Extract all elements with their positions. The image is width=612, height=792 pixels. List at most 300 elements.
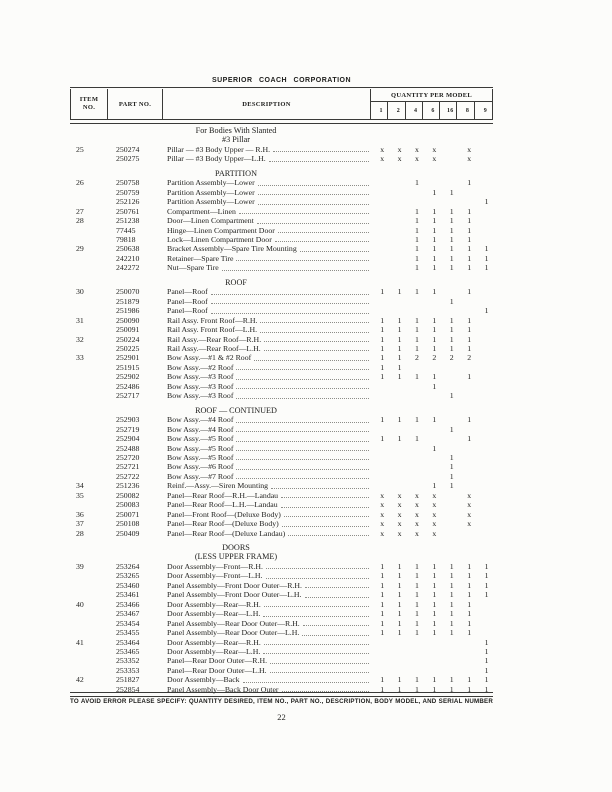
qty-cell-model-2 [388,666,405,675]
qty-cell-model-8: 2 [467,353,472,363]
item-no-cell [70,462,107,471]
leader-dots [260,325,369,332]
qty-cell-model-9 [475,472,492,481]
qty-cell-model-8 [458,306,475,315]
qty-cell-model-4 [406,638,423,647]
qty-cell-model-6: 1 [432,263,437,273]
qty-cell-model-8 [458,481,475,490]
table-row [70,197,493,206]
qty-cell-model-16: 1 [449,571,454,581]
qty-cell-model-6: 1 [432,628,437,638]
qty-cell-model-16 [441,500,458,509]
qty-cell-model-2: x [397,519,402,529]
table-row [70,335,493,344]
qty-cell-model-9: 1 [484,590,489,600]
qty-cell-model-4 [406,306,423,315]
qty-cell-model-1: 1 [380,580,385,590]
qty-cell-model-6: 1 [432,481,437,491]
description-cell [163,581,371,590]
qty-cell-model-1: 1 [380,315,385,325]
qty-cell-model-8: x [467,519,472,529]
section-heading: ROOF — CONTINUED [195,405,277,415]
qty-cell-model-2: x [397,154,402,164]
leader-dots [270,656,369,663]
qty-cell-model-9 [475,335,492,344]
part-no-cell: 253461 [116,590,140,600]
description-text: Panel Assembly—Front Door Outer—R.H. [167,580,302,590]
qty-cell-model-2: 1 [397,362,402,372]
qty-cell-model-9 [475,154,492,163]
item-no-cell: 30 [76,287,84,297]
leader-dots [236,254,369,261]
qty-cell-model-6: x [432,528,437,538]
qty-cell-model-1: 1 [380,571,385,581]
qty-cell-model-6: 1 [432,287,437,297]
qty-cell-model-9 [475,481,492,490]
item-no-cell [70,472,107,481]
qty-cell-model-2 [388,297,405,306]
qty-cell-model-1: 1 [380,334,385,344]
qty-cell-model-9 [475,529,492,538]
item-no-cell [70,297,107,306]
description-cell [163,628,371,637]
header-bottom-rule [70,119,493,124]
part-no-cell: 253465 [116,647,140,657]
qty-cell-model-6: 1 [432,443,437,453]
item-no-cell: 37 [76,519,84,529]
leader-dots [273,145,369,152]
qty-cell-model-1 [371,638,388,647]
qty-cell-model-1 [371,207,388,216]
item-no-cell [70,344,107,353]
part-no-cell: 252719 [116,424,140,434]
qty-cell-model-9 [475,344,492,353]
leader-dots [300,244,369,251]
qty-cell-model-4: 1 [415,343,419,353]
column-header-quantity-group [371,89,492,119]
part-no-cell: 252721 [116,462,140,472]
table-row [70,254,493,263]
description-cell [163,316,371,325]
qty-cell-model-4: x [415,500,419,510]
qty-cell-model-6 [423,391,440,400]
qty-cell-model-9: 1 [484,263,489,273]
section-heading: #3 Pillar [222,135,250,145]
leader-dots [243,675,369,682]
qty-cell-model-9 [475,325,492,334]
description-cell [163,481,371,490]
qty-cell-model-1: 1 [380,434,385,444]
part-no-cell: 250108 [116,519,140,529]
qty-cell-model-9 [475,519,492,528]
qty-cell-model-1: 1 [380,618,385,628]
qty-cell-model-6: 1 [432,325,437,335]
qty-cell-model-6: 1 [432,225,437,235]
description-text: Reinf.—Assy.—Siren Mounting [167,481,269,491]
description-cell [163,666,371,675]
qty-cell-model-8: 1 [467,571,472,581]
part-no-cell: 251915 [116,362,140,372]
description-text: Rail Assy.—Rear Roof—R.H. [167,334,262,344]
qty-cell-model-16: 1 [449,628,454,638]
item-no-cell: 27 [76,206,84,216]
qty-cell-model-8: 1 [467,253,472,263]
qty-cell-model-4 [406,444,423,453]
qty-cell-model-9 [475,382,492,391]
qty-cell-model-16: 1 [449,325,454,335]
leader-dots [258,178,369,185]
qty-cell-model-2: 1 [397,561,402,571]
qty-cell-model-1: x [380,528,385,538]
qty-cell-model-9 [475,287,492,296]
description-cell [163,600,371,609]
item-no-cell: 35 [76,490,84,500]
description-cell [163,444,371,453]
table-row [70,363,493,372]
leader-dots [236,453,369,460]
qty-cell-model-16: 1 [449,590,454,600]
qty-cell-model-2 [388,656,405,665]
description-cell [163,510,371,519]
qty-cell-model-1 [371,481,388,490]
model-col-1: 1 [371,102,388,119]
qty-cell-model-6: 1 [432,315,437,325]
description-cell [163,325,371,334]
qty-cell-model-8: 1 [467,609,472,619]
item-no-cell [70,571,107,580]
qty-cell-model-16: 1 [449,580,454,590]
qty-cell-model-4 [406,197,423,206]
section-heading: (LESS UPPER FRAME) [194,552,278,562]
part-no-cell: 250275 [116,154,140,164]
qty-cell-model-2 [388,216,405,225]
qty-cell-model-9 [475,453,492,462]
part-no-cell: 242210 [116,253,140,263]
qty-cell-model-6 [423,306,440,315]
qty-cell-model-4: x [415,144,419,154]
qty-cell-model-1 [371,444,388,453]
description-text: Retainer—Spare Tire [167,253,234,263]
item-no-cell [70,415,107,424]
qty-cell-model-8 [458,382,475,391]
qty-cell-model-1 [371,178,388,187]
qty-cell-model-9 [475,216,492,225]
qty-cell-model-6: 1 [432,571,437,581]
description-text: Door Assembly—Front—L.H. [167,571,263,581]
table-row [70,638,493,647]
qty-cell-model-2: 1 [397,628,402,638]
qty-cell-model-9 [475,425,492,434]
part-no-cell: 252720 [116,452,140,462]
table-body [70,126,493,694]
qty-cell-model-16 [441,491,458,500]
description-text: Bow Assy.—#7 Roof [167,471,234,481]
item-no-cell [70,254,107,263]
qty-cell-model-1 [371,235,388,244]
qty-cell-model-8: 1 [467,216,472,226]
section-heading: DOORS [222,543,250,553]
qty-cell-model-2: x [397,490,402,500]
description-text: Rail Assy.—Rear Roof—L.H. [167,343,261,353]
table-row [70,325,493,334]
qty-cell-model-4: 1 [415,325,419,335]
qty-cell-model-4: 1 [415,225,419,235]
qty-cell-model-6 [423,656,440,665]
qty-cell-model-4: x [415,490,419,500]
qty-cell-model-4: 1 [415,684,419,694]
qty-cell-model-2: 1 [397,618,402,628]
qty-cell-model-6 [423,178,440,187]
description-cell [163,529,371,538]
leader-dots [302,628,369,635]
qty-cell-model-6 [423,197,440,206]
qty-cell-model-8: x [467,500,472,510]
qty-cell-model-8: 1 [467,178,472,188]
qty-cell-model-9: 1 [484,665,489,675]
qty-cell-model-16 [441,434,458,443]
qty-cell-model-16: 2 [449,353,454,363]
qty-cell-model-16: 1 [449,561,454,571]
description-cell [163,154,371,163]
qty-cell-model-8: 1 [467,590,472,600]
qty-cell-model-6: 1 [432,372,437,382]
description-cell [163,491,371,500]
table-row [70,287,493,296]
qty-cell-model-1: 1 [380,590,385,600]
part-no-cell: 253353 [116,665,140,675]
qty-cell-model-2 [388,178,405,187]
qty-cell-model-9 [475,207,492,216]
qty-cell-model-8: x [467,154,472,164]
table-row [70,353,493,362]
leader-dots [263,609,369,616]
qty-cell-model-8: 1 [467,263,472,273]
qty-cell-model-2: 1 [397,287,402,297]
leader-dots [303,619,369,626]
qty-cell-model-1 [371,306,388,315]
qty-cell-model-6: x [432,519,437,529]
table-row [70,207,493,216]
item-no-cell: 25 [76,144,84,154]
table-header [70,89,493,119]
qty-cell-model-6: x [432,509,437,519]
qty-cell-model-2: 1 [397,590,402,600]
qty-cell-model-4 [406,647,423,656]
description-cell [163,453,371,462]
qty-cell-model-8 [458,197,475,206]
description-cell [163,287,371,296]
qty-cell-model-2: x [397,500,402,510]
quantity-per-model-label: QUANTITY PER MODEL [371,89,492,102]
leader-dots [305,581,369,588]
qty-cell-model-1: x [380,154,385,164]
leader-dots [211,287,369,294]
leader-dots [275,235,369,242]
qty-cell-model-2 [388,425,405,434]
qty-cell-model-16: 1 [449,206,454,216]
qty-cell-model-4: 1 [415,244,419,254]
item-no-cell [70,226,107,235]
leader-dots [236,382,369,389]
qty-cell-model-16: 1 [449,315,454,325]
description-text: Panel Assembly—Rear Door Outer—L.H. [167,628,300,638]
qty-cell-model-1 [371,391,388,400]
table-row [70,434,493,443]
item-no-cell: 33 [76,353,84,363]
description-text: Panel Assembly—Back Door Outer [167,684,279,694]
footer-rule [70,692,493,697]
leader-dots [236,444,369,451]
qty-cell-model-1 [371,656,388,665]
leader-dots [258,197,369,204]
qty-cell-model-16: 1 [449,253,454,263]
description-cell [163,571,371,580]
leader-dots [284,510,369,517]
qty-cell-model-6: x [432,490,437,500]
qty-cell-model-4: 1 [415,580,419,590]
qty-cell-model-4: 1 [415,253,419,263]
qty-cell-model-1 [371,453,388,462]
description-text: Partition Assembly—Lower [167,197,255,207]
description-text: Bow Assy.—#4 Roof [167,424,234,434]
qty-cell-model-2 [388,444,405,453]
table-row [70,306,493,315]
leader-dots [264,638,369,645]
description-cell [163,244,371,253]
qty-cell-model-1: 1 [380,287,385,297]
footer-note: TO AVOID ERROR PLEASE SPECIFY: QUANTITY DESIRED, ITEM NO., PART NO., DESCRIPTION, BODY MODEL, AND SERIAL NUMBER [70,698,493,705]
table-row [70,444,493,453]
qty-cell-model-6 [423,425,440,434]
description-cell [163,145,371,154]
qty-cell-model-9 [475,444,492,453]
qty-cell-model-1 [371,244,388,253]
qty-cell-model-9 [475,316,492,325]
qty-cell-model-6 [423,462,440,471]
qty-cell-model-8 [458,472,475,481]
leader-dots [236,391,369,398]
qty-cell-model-2: 1 [397,571,402,581]
qty-cell-model-16: 1 [449,187,454,197]
qty-cell-model-8: 1 [467,580,472,590]
qty-cell-model-6 [423,297,440,306]
leader-dots [269,154,369,161]
part-no-cell: 252488 [116,443,140,453]
qty-cell-model-2 [388,382,405,391]
qty-cell-model-16: 1 [449,599,454,609]
description-text: Panel—Roof [167,306,208,316]
qty-cell-model-8: 1 [467,206,472,216]
description-cell [163,382,371,391]
description-cell [163,197,371,206]
qty-cell-model-2: 1 [397,325,402,335]
qty-cell-model-9 [475,491,492,500]
qty-cell-model-4 [406,363,423,372]
description-text: Compartment—Linen [167,206,236,216]
description-text: Panel Assembly—Front Door Outer—L.H. [167,590,302,600]
part-no-cell: 77445 [116,225,136,235]
leader-dots [211,306,369,313]
qty-cell-model-1: 1 [380,353,385,363]
qty-cell-model-6: 1 [432,609,437,619]
qty-cell-model-1: x [380,509,385,519]
qty-cell-model-8 [458,462,475,471]
qty-cell-model-2: 1 [397,434,402,444]
description-text: Partition Assembly—Lower [167,178,255,188]
qty-cell-model-4: 1 [415,599,419,609]
qty-cell-model-9: 1 [484,684,489,694]
qty-cell-model-1 [371,472,388,481]
leader-dots [271,481,369,488]
item-no-cell [70,581,107,590]
qty-cell-model-9: 1 [484,656,489,666]
leader-dots [266,562,369,569]
item-no-cell: 42 [76,675,84,685]
qty-cell-model-9: 1 [484,561,489,571]
qty-cell-model-2: x [397,509,402,519]
part-no-cell: 252486 [116,381,140,391]
table-row [70,472,493,481]
qty-cell-model-8: 1 [467,343,472,353]
description-cell [163,638,371,647]
qty-cell-model-2 [388,306,405,315]
item-no-cell [70,609,107,618]
qty-cell-model-1: 1 [380,628,385,638]
qty-cell-model-8: 1 [467,315,472,325]
item-no-cell [70,666,107,675]
model-col-8: 8 [457,102,474,119]
qty-cell-model-2 [388,207,405,216]
table-row [70,581,493,590]
model-col-4: 4 [406,102,423,119]
qty-cell-model-8 [458,444,475,453]
qty-cell-model-4: 1 [415,434,419,444]
item-no-cell [70,188,107,197]
description-cell [163,235,371,244]
qty-cell-model-8: 1 [467,244,472,254]
part-no-cell: 253265 [116,571,140,581]
description-cell [163,226,371,235]
table-row [70,609,493,618]
part-no-cell: 252722 [116,471,140,481]
qty-cell-model-8: 1 [467,618,472,628]
qty-cell-model-8: 1 [467,234,472,244]
qty-cell-model-16: 1 [449,471,454,481]
leader-dots [236,472,369,479]
qty-cell-model-9 [475,510,492,519]
qty-cell-model-8 [458,647,475,656]
table-row [70,154,493,163]
qty-cell-model-8 [458,638,475,647]
qty-cell-model-6: 1 [432,343,437,353]
qty-cell-model-9 [475,500,492,509]
qty-cell-model-16: 1 [449,609,454,619]
description-cell [163,306,371,315]
part-no-cell: 252901 [116,353,140,363]
description-text: Bow Assy.—#6 Roof [167,462,234,472]
description-cell [163,207,371,216]
qty-cell-model-8: 1 [467,434,472,444]
qty-cell-model-4 [406,656,423,665]
qty-cell-model-6: 1 [432,561,437,571]
qty-cell-model-16: 1 [449,391,454,401]
description-cell [163,353,371,362]
qty-cell-model-9: 1 [484,637,489,647]
description-cell [163,472,371,481]
qty-cell-model-6: 1 [432,187,437,197]
qty-cell-model-1 [371,666,388,675]
qty-cell-model-8: 1 [467,325,472,335]
